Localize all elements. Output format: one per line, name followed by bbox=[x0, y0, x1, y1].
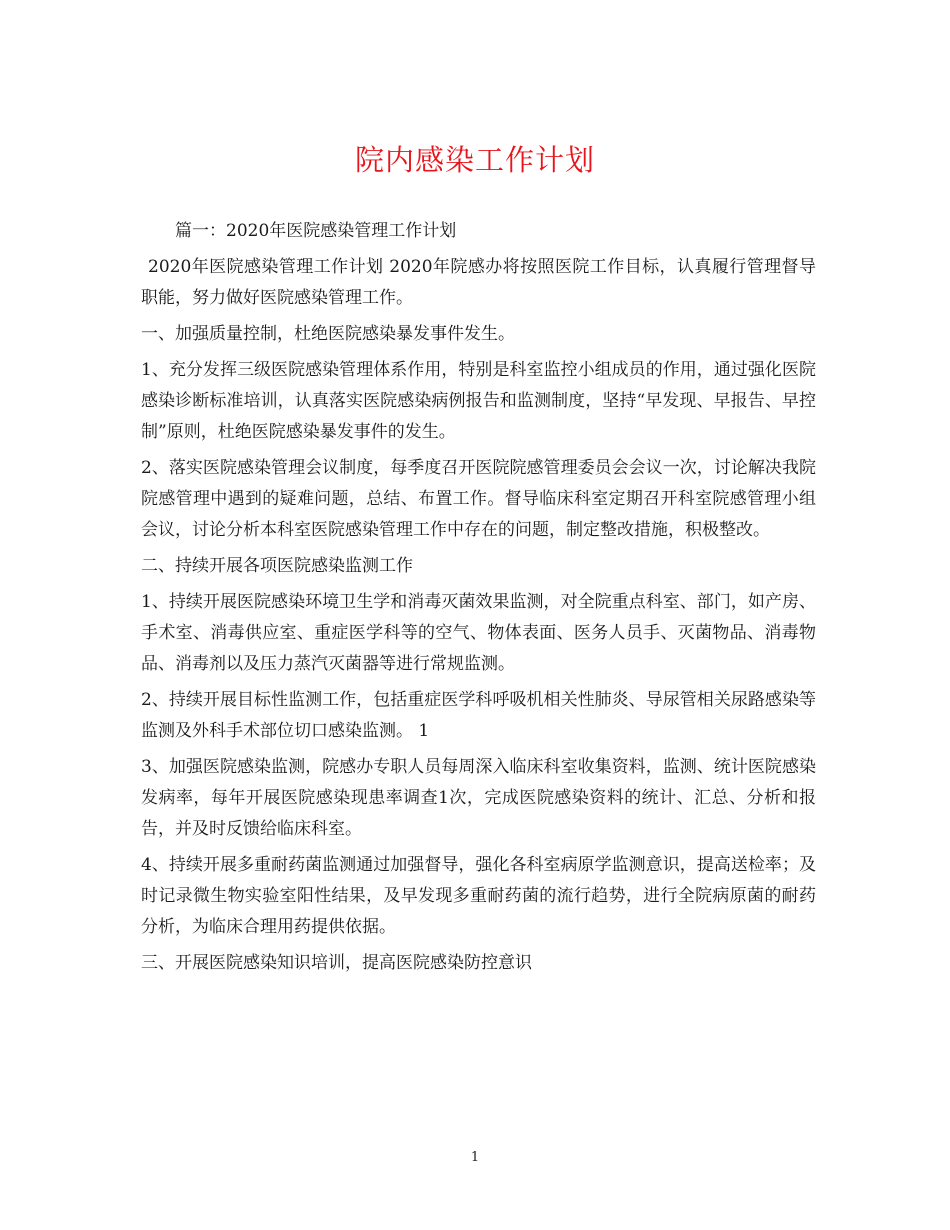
intro-paragraph: 2020年医院感染管理工作计划 2020年院感办将按照医院工作目标，认真履行管理督导职能，努力做好医院感染管理工作。 bbox=[141, 257, 816, 308]
section-heading-1: 一、加强质量控制，杜绝医院感染暴发事件发生。 bbox=[141, 324, 515, 344]
paragraph: 3、加强医院感染监测，院感办专职人员每周深入临床科室收集资料，监测、统计医院感染发病率，每年开展医院感染现患率调查1次，完成医院感染资料的统计、汇总、分析和报告，并及时反馈给临床科室。 bbox=[141, 757, 816, 839]
paragraph: 2、持续开展目标性监测工作，包括重症医学科呼吸机相关性肺炎、导尿管相关尿路感染等监测及外科手术部位切口感染监测。 1 bbox=[141, 690, 816, 741]
paragraph: 4、持续开展多重耐药菌监测通过加强督导，强化各科室病原学监测意识，提高送检率；及时记录微生物实验室阳性结果，及早发现多重耐药菌的流行趋势，进行全院病原菌的耐药分析，为临床合理用药提供依据。 bbox=[141, 855, 816, 937]
paragraph: 1、持续开展医院感染环境卫生学和消毒灭菌效果监测，对全院重点科室、部门，如产房、手术室、消毒供应室、重症医学科等的空气、物体表面、医务人员手、灭菌物品、消毒物品、消毒剂以及压力蒸汽灭菌器等进行常规监测。 bbox=[141, 592, 816, 674]
paragraph: 2、落实医院感染管理会议制度，每季度召开医院院感管理委员会会议一次，讨论解决我院院感管理中遇到的疑难问题，总结、布置工作。督导临床科室定期召开科室院感管理小组会议，讨论分析本科室医院感染管理工作中存在的问题，制定整改措施，积极整改。 bbox=[141, 458, 816, 540]
paragraph: 1、充分发挥三级医院感染管理体系作用，特别是科室监控小组成员的作用，通过强化医院感染诊断标准培训，认真落实医院感染病例报告和监测制度，坚持“早发现、早报告、早控制”原则，杜绝医院感染暴发事件的发生。 bbox=[141, 360, 816, 442]
section-heading-3: 三、开展医院感染知识培训，提高医院感染防控意识 bbox=[141, 953, 532, 973]
document-title: 院内感染工作计划 bbox=[354, 143, 595, 177]
section-heading: 篇一：2020年医院感染管理工作计划 bbox=[175, 221, 457, 241]
section-heading-2: 二、持续开展各项医院感染监测工作 bbox=[141, 556, 413, 576]
page-number: 1 bbox=[470, 1150, 480, 1165]
document-body bbox=[141, 216, 816, 984]
